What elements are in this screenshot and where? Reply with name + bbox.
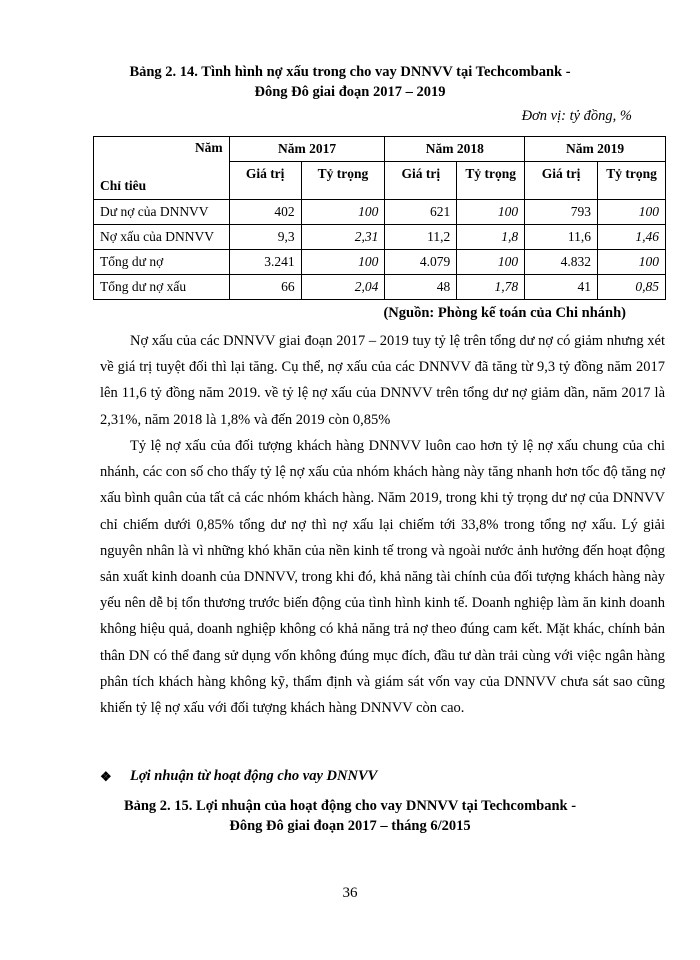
subheader-cell: Tỷ trọng	[598, 162, 666, 200]
page-number: 36	[342, 885, 358, 901]
section-heading-text: Lợi nhuận từ hoạt động cho vay DNNVV	[130, 768, 378, 784]
share-cell: 100	[301, 200, 385, 225]
paragraph-2: Tỷ lệ nợ xấu của đối tượng khách hàng DNNVV luôn cao hơn tỷ lệ nợ xấu chung của chi nhánh, các con số cho thấy tỷ lệ nợ xấu của nhóm khách hàng này tăng nhanh hơn tốc độ tăng nợ xấu bình quân của tất cả các nhóm khách hàng. Năm 2019, trong khi tỷ trọng dư nợ của DNNVV chỉ chiếm dưới 0,85% tổng dư nợ thì nợ xấu lại chiếm tới 33,8% trong tổng nợ xấu. Lý giải nguyên nhân là vì những khó khăn của nền kinh tế trong và ngoài nước ảnh hưởng đến hoạt động sản xuất kinh doanh của DNNVV, trong khi đó, khả năng tài chính của đối tượng khách hàng này yếu nên dễ bị tổn thương trước biến động của tình hình kinh tế. Doanh nghiệp làm ăn kinh doanh không hiệu quả, doanh nghiệp không có khả năng trả nợ theo đúng cam kết. Mặt khác, chính bản thân DN có thể đang sử dụng vốn không đúng mục đích, đầu tư dàn trải cùng với việc ngân hàng phân tích khách hàng không kỹ, thẩm định và giám sát vốn vay của DNNVV chưa sát sao cũng khiến tỷ lệ nợ xấu với đối tượng khách hàng DNNVV còn cao.	[100, 438, 665, 717]
table-row	[94, 200, 666, 225]
row-label: Tổng dư nợ xấu	[94, 275, 230, 300]
table1-title-line2: Đông Đô giai đoạn 2017 – 2019	[254, 84, 446, 100]
table-row	[94, 250, 666, 275]
subheader-cell: Giá trị	[385, 162, 457, 200]
value-cell: 4.832	[525, 250, 598, 275]
share-cell: 2,31	[301, 225, 385, 250]
value-cell: 48	[385, 275, 457, 300]
row-label: Nợ xấu của DNNVV	[94, 225, 230, 250]
corner-year-label: Năm	[194, 140, 223, 155]
year-header: Năm 2018	[385, 137, 525, 162]
year-header: Năm 2017	[229, 137, 385, 162]
subheader-cell: Giá trị	[525, 162, 598, 200]
value-cell: 402	[229, 200, 301, 225]
share-cell: 1,46	[598, 225, 666, 250]
subheader-cell: Tỷ trọng	[301, 162, 385, 200]
value-cell: 66	[229, 275, 301, 300]
table1-corner	[94, 137, 230, 200]
table2-title-line1: Bảng 2. 15. Lợi nhuận của hoạt động cho vay DNNVV tại Techcombank -	[123, 798, 577, 814]
paragraph-1: Nợ xấu của các DNNVV giai đoạn 2017 – 2019 tuy tỷ lệ trên tổng dư nợ có giảm nhưng xét về giá trị tuyệt đối thì lại tăng. Cụ thể, nợ xấu của các DNNVV đã tăng từ 9,3 tỷ đồng năm 2017 lên 11,6 tỷ đồng năm 2019. về tỷ lệ nợ xấu của DNNVV trên tổng dư nợ giảm dần, năm 2017 là 2,31%, năm 2018 là 1,8% và đến 2019 còn 0,85%	[100, 333, 665, 428]
year-header: Năm 2019	[525, 137, 666, 162]
value-cell: 11,6	[525, 225, 598, 250]
table1-header-row	[94, 137, 666, 162]
share-cell: 100	[457, 200, 525, 225]
share-cell: 100	[598, 200, 666, 225]
table-row	[94, 275, 666, 300]
share-cell: 1,78	[457, 275, 525, 300]
subheader-cell: Tỷ trọng	[457, 162, 525, 200]
table1	[93, 136, 666, 300]
subheader-cell: Giá trị	[229, 162, 301, 200]
table1-title-line1: Bảng 2. 14. Tình hình nợ xấu trong cho vay DNNVV tại Techcombank -	[129, 64, 571, 80]
row-label: Tổng dư nợ	[94, 250, 230, 275]
value-cell: 41	[525, 275, 598, 300]
table-row	[94, 225, 666, 250]
value-cell: 4.079	[385, 250, 457, 275]
value-cell: 793	[525, 200, 598, 225]
section-heading	[100, 768, 377, 785]
diamond-bullet-icon: ❖	[100, 768, 112, 784]
table2-title-line2: Đông Đô giai đoạn 2017 – tháng 6/2015	[229, 818, 471, 834]
value-cell: 3.241	[229, 250, 301, 275]
table1-unit: Đơn vị: tỷ đồng, %	[521, 108, 632, 124]
table1-source: (Nguồn: Phòng kế toán của Chi nhánh)	[383, 305, 626, 321]
share-cell: 100	[457, 250, 525, 275]
share-cell: 0,85	[598, 275, 666, 300]
share-cell: 2,04	[301, 275, 385, 300]
value-cell: 621	[385, 200, 457, 225]
value-cell: 11,2	[385, 225, 457, 250]
share-cell: 100	[301, 250, 385, 275]
value-cell: 9,3	[229, 225, 301, 250]
share-cell: 100	[598, 250, 666, 275]
corner-row-label: Chỉ tiêu	[100, 178, 147, 193]
share-cell: 1,8	[457, 225, 525, 250]
row-label: Dư nợ của DNNVV	[94, 200, 230, 225]
